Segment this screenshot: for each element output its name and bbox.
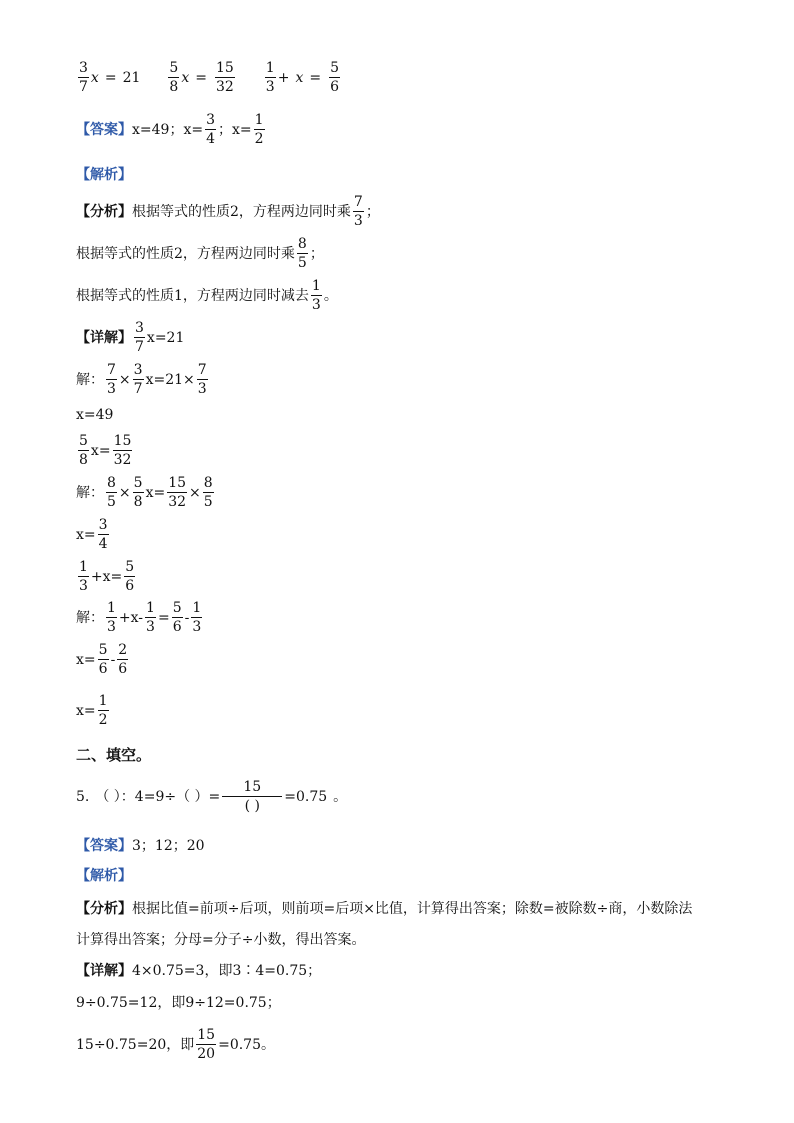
fraction: $\frac{15}{32}$	[215, 60, 234, 95]
question-5: 5. （ ）：4=9÷（ ）= $\frac{15}{( )}$ =0.75 。	[76, 779, 348, 814]
answer-line: 【答案】 x=49；x= $\frac{3}{4}$ ；x= $\frac{1}{2}$	[76, 112, 264, 147]
fraction: $\frac{1}{3}$	[79, 559, 88, 594]
fraction: $\frac{3}{4}$	[206, 112, 215, 147]
detail-line: x=49	[76, 407, 114, 423]
fraction: $\frac{1}{3}$	[311, 278, 321, 313]
detail-line: 【详解】 4×0.75=3，即3∶4=0.75；	[76, 963, 322, 979]
question-number: 5.	[76, 788, 90, 805]
fraction: $\frac{5}{6}$	[330, 60, 339, 95]
analysis-line: 根据等式的性质2，方程两边同时乘 $\frac{8}{5}$ ；	[76, 236, 324, 271]
analysis-line: 【分析】 根据比值=前项÷后项，则前项=后项×比值，计算得出答案；除数=被除数÷商，小数除法	[76, 901, 693, 917]
fraction: $\frac{1}{3}$	[107, 600, 116, 635]
fraction: $\frac{3}{7}$	[133, 362, 143, 397]
fraction-blank: $\frac{15}{( )}$	[222, 779, 282, 814]
analysis-line: 根据等式的性质1，方程两边同时减去 $\frac{1}{3}$ 。	[76, 278, 338, 313]
fraction: $\frac{5}{8}$	[133, 475, 143, 510]
fraction: $\frac{15}{20}$	[197, 1027, 216, 1062]
analysis-header: 【解析】	[76, 868, 132, 884]
answer-label: 【答案】	[76, 838, 132, 854]
detail-label: 【详解】	[76, 963, 132, 979]
fraction: $\frac{5}{6}$	[125, 559, 135, 594]
detail-line: 解： $\frac{1}{3}$ +x- $\frac{1}{3}$ = $\frac{5}{6}$ - $\frac{1}{3}$	[76, 600, 202, 635]
detail-line: $\frac{1}{3}$ +x= $\frac{5}{6}$	[79, 559, 135, 594]
fraction: $\frac{8}{5}$	[297, 236, 307, 271]
fraction: $\frac{1}{3}$	[192, 600, 202, 635]
fraction: $\frac{3}{4}$	[98, 517, 108, 552]
detail-line: x= $\frac{5}{6}$ - $\frac{2}{6}$	[76, 642, 128, 677]
detail-line: x= $\frac{1}{2}$	[76, 693, 108, 728]
fraction: $\frac{5}{6}$	[98, 642, 108, 677]
answer-label: 【答案】	[76, 121, 132, 138]
fraction: $\frac{7}{3}$	[107, 362, 116, 397]
detail-line: 解： $\frac{7}{3}$ × $\frac{3}{7}$ x=21× $\frac{7}{3}$	[76, 362, 207, 397]
analysis-header: 【解析】	[76, 167, 132, 183]
fraction: $\frac{1}{3}$	[146, 600, 155, 635]
fraction: $\frac{15}{32}$	[113, 433, 132, 468]
fraction: $\frac{8}{5}$	[203, 475, 213, 510]
analysis-label: 【分析】	[76, 203, 132, 220]
analysis-line: 计算得出答案；分母=分子÷小数，得出答案。	[76, 932, 366, 948]
detail-line: x= $\frac{3}{4}$	[76, 517, 108, 552]
answer-line: 【答案】 3；12；20	[76, 838, 205, 854]
analysis-label: 【分析】	[76, 901, 132, 917]
detail-line: 9÷0.75=12，即9÷12=0.75；	[76, 995, 281, 1011]
detail-line: 【详解】 $\frac{3}{7}$ x=21	[76, 320, 185, 355]
detail-line: $\frac{5}{8}$ x= $\frac{15}{32}$	[79, 433, 132, 468]
fraction: $\frac{2}{6}$	[118, 642, 128, 677]
analysis-line: 【分析】 根据等式的性质2，方程两边同时乘 $\frac{7}{3}$ ；	[76, 194, 380, 229]
fraction: $\frac{1}{2}$	[254, 112, 264, 147]
fraction: $\frac{7}{3}$	[353, 194, 363, 229]
fraction: $\frac{3}{7}$	[79, 60, 88, 95]
fraction: $\frac{1}{3}$	[265, 60, 275, 95]
fraction: $\frac{5}{8}$	[169, 60, 179, 95]
fraction: $\frac{8}{5}$	[107, 475, 116, 510]
fraction: $\frac{3}{7}$	[135, 320, 144, 355]
detail-line: 15÷0.75=20，即 $\frac{15}{20}$ =0.75。	[76, 1027, 275, 1062]
equation-row: $\frac{3}{7}$ x = 21 $\frac{5}{8}$ x = $\frac{15}{32}$ $\frac{1}{3}$ + x = $\frac{5}{6}$	[79, 60, 339, 95]
fraction: $\frac{5}{8}$	[79, 433, 88, 468]
fraction: $\frac{15}{32}$	[168, 475, 187, 510]
fraction: $\frac{7}{3}$	[197, 362, 207, 397]
detail-label: 【详解】	[76, 329, 132, 346]
section-title: 二、填空。	[76, 746, 152, 764]
fraction: $\frac{5}{6}$	[172, 600, 182, 635]
detail-line: 解： $\frac{8}{5}$ × $\frac{5}{8}$ x= $\frac{15}{32}$ × $\frac{8}{5}$	[76, 475, 213, 510]
fraction: $\frac{1}{2}$	[98, 693, 108, 728]
